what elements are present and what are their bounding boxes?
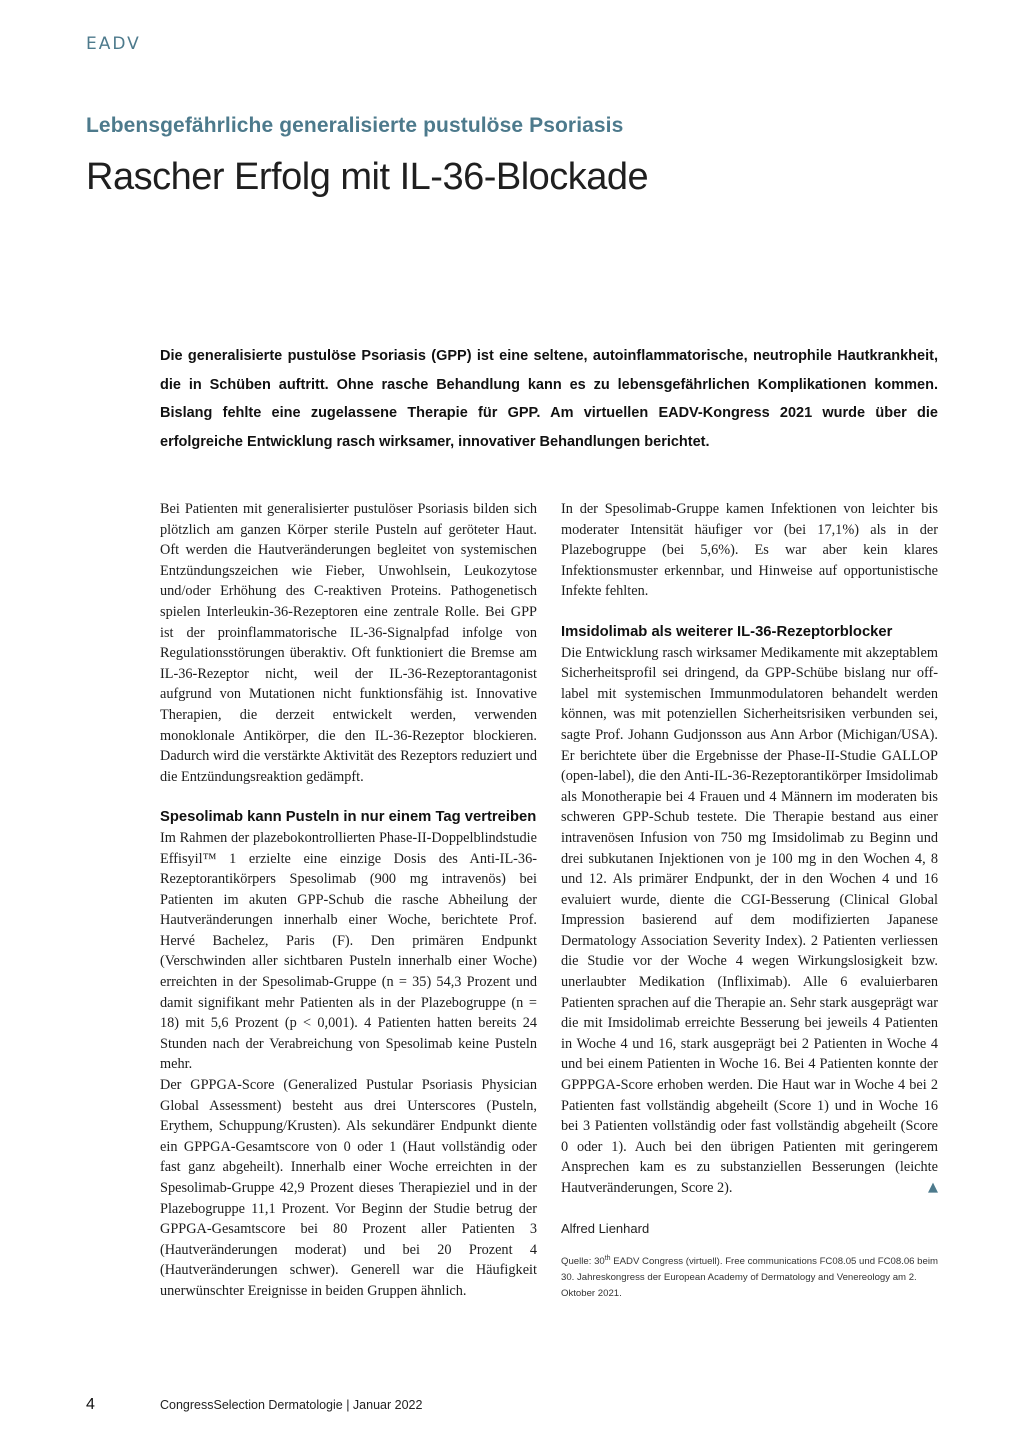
article-lead: Die generalisierte pustulöse Psoriasis (GPP) ist eine seltene, autoinflammatorische, neutrophile Hautkrankheit, die in Schüben auftritt. Ohne rasche Behandlung kann es zu lebensgefährlichen Komplikationen kommen. Bislang fehlte eine zugelassene Therapie für GPP. Am virtuellen EADV-Kongress 2021 wurde über die erfolgreiche Entwicklung rasch wirksamer, innovativer Behandlungen berichtet.	[160, 348, 938, 450]
body-paragraph	[561, 643, 938, 1199]
body-paragraph: In der Spesolimab-Gruppe kamen Infektionen von leichter bis moderater Intensität häufiger vor (bei 17,1%) als in der Plazebogruppe (bei 5,6%). Es war aber kein klares Infektionsmuster erkennbar, und Hinweise auf opportunistische Infekte fehlten.	[561, 501, 938, 600]
article-title: Rascher Erfolg mit IL-36-Blockade	[86, 156, 649, 198]
page-number: 4	[86, 1396, 95, 1413]
author-name: Alfred Lienhard	[561, 1220, 650, 1236]
right-column	[561, 499, 938, 1302]
left-column	[160, 499, 537, 1302]
subheading-spesolimab: Spesolimab kann Pusteln in nur einem Tag vertreiben	[160, 809, 537, 826]
triangle-end-icon: ▲	[928, 1180, 938, 1195]
source-note: Quelle: 30th EADV Congress (virtuell). Free communications FC08.05 und FC08.06 beim 30. Jahreskongress der European Academy of Dermatology and Venereology am 2. Oktober 2021.	[561, 1254, 938, 1299]
body-paragraph-text: Die Entwicklung rasch wirksamer Medikamente mit akzeptablem Sicherheitsprofil sei dringend, da GPP-Schübe bislang nur off-label mit systemischen Immunmodulatoren behandelt werden können, was mit potenziellen Sicherheitsrisiken verbunden sei, sagte Prof. Johann Gudjonsson aus Ann Arbor (Michigan/USA). Er berichtete über die Ergebnisse der Phase-II-Studie GALLOP (open-label), die den Anti-IL-36-Rezeptorantikörper Imsidolimab als Monotherapie bei 4 Frauen und 4 Männern im moderaten bis schweren GPP-Schub testete. Die Therapie bestand aus einer intravenösen Infusion von 750 mg Imsidolimab zu Beginn und drei subkutanen Injektionen von je 100 mg in den Wochen 4, 8 und 12. Als primärer Endpunkt, der in den Wochen 4 und 16 evaluiert wurde, diente die CGI-Besserung (Clinical Global Impression basierend auf dem modifizierten Japanese Dermatology Association Severity Index). 2 Patienten verliessen die Studie vor der Woche 4 wegen Wirkungslosigkeit bzw. unerlaubter Medikation (Infliximab). Alle 6 evaluierbaren Patienten sprachen auf die Therapie an. Sehr stark ausgeprägt war die mit Imsidolimab erreichte Besserung bei jeweils 4 Patienten in Woche 4 und 16, stark ausgeprägt bei 2 Patienten in Woche 4 und bei einem Patienten in Woche 16. Bei 4 Patienten konnte der GPPPGA-Score erhoben werden. Die Haut war in Woche 4 bei 2 Patienten fast vollständig abgeheilt (Score 1) und in Woche 16 bei 3 Patienten vollständig oder fast vollständig abgeheilt (Score 0 oder 1). Auch bei den übrigen Patienten mit geringerem Ansprechen kam es zu substanziellen Besserungen (leichte Hautveränderungen, Score 2).	[561, 644, 938, 1196]
article-kicker: Lebensgefährliche generalisierte pustulöse Psoriasis	[86, 114, 624, 137]
subheading-imsidolimab: Imsidolimab als weiterer IL-36-Rezeptorblocker	[561, 623, 893, 640]
body-paragraph: Bei Patienten mit generalisierter pustulöser Psoriasis bilden sich plötzlich am ganzen Körper sterile Pusteln auf geröteter Haut. Oft werden die Hautveränderungen begleitet von systemischen Entzündungszeichen wie Fieber, Unwohlsein, Leukozytose und/oder Erhöhung des C-reaktiven Proteins. Pathogenetisch spielen Interleukin-36-Rezeptoren eine zentrale Rolle. Bei GPP ist der proinflammatorische IL-36-Signalpfad infolge von Regulationsstörungen überaktiv. Oft funktioniert die Bremse am IL-36-Rezeptor nicht, weil der IL-36-Rezeptorantagonist aufgrund von Mutationen nicht funktionsfähig ist. Innovative Therapien, die derzeit entwickelt werden, verwenden monoklonale Antikörper, die den IL-36-Rezeptor blockieren. Dadurch wird die verstärkte Aktivität des Rezeptors reduziert und die Entzündungsreaktion gedämpft.	[160, 501, 537, 785]
publication-footer: CongressSelection Dermatologie | Januar 2022	[160, 1398, 423, 1412]
body-paragraph: Im Rahmen der plazebokontrollierten Phase-II-Doppelblindstudie Effisyil™ 1 erzielte eine einzige Dosis des Anti-IL-36-Rezeptorantikörpers Spesolimab (900 mg intravenös) bei Patienten im akuten GPP-Schub die rasche Abheilung der Hautveränderungen innerhalb einer Woche, berichtete Prof. Hervé Bachelez, Paris (F). Den primären Endpunkt (Verschwinden aller sichtbaren Pusteln innerhalb einer Woche) erreichten in der Spesolimab-Gruppe (n = 35) 54,3 Prozent und damit signifikant mehr Patienten als in der Plazebogruppe (n = 18) mit 5,6 Prozent (p < 0,001). 4 Patienten hatten bereits 24 Stunden nach der Verabreichung von Spesolimab keine Pusteln mehr.	[160, 829, 537, 1073]
body-paragraph: Der GPPGA-Score (Generalized Pustular Psoriasis Physician Global Assessment) besteht aus drei Unterscores (Pusteln, Erythem, Schuppung/Krusten). Als sekundärer Endpunkt diente ein GPPGA-Gesamtscore von 0 oder 1 (Haut vollständig oder fast ganz abgeheilt). Innerhalb einer Woche erreichten in der Spesolimab-Gruppe 42,9 Prozent dieses Therapieziel und in der Plazebogruppe 11,1 Prozent. Vor Beginn der Studie betrug der GPPGA-Gesamtscore bei 80 Prozent aller Patienten 3 (Hautveränderungen moderat) und bei 20 Prozent 4 (Hautveränderungen schwer). Generell war die Häufigkeit unerwünschter Ereignisse in beiden Gruppen ähnlich.	[160, 1077, 537, 1299]
section-label: EADV	[86, 34, 141, 54]
